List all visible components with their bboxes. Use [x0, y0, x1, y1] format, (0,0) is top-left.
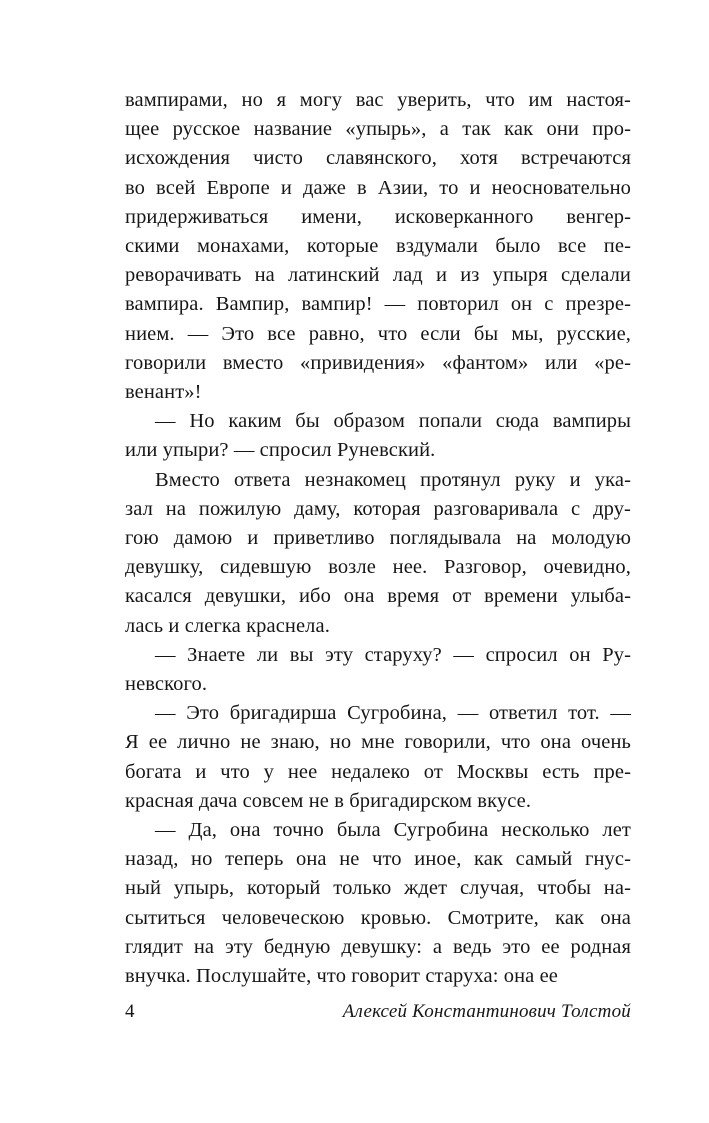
text-line: — Но каким бы образом попали сюда вампиры [155, 410, 631, 433]
text-line: или упыри? — спросил Руневский. [125, 439, 436, 462]
text-line: — Да, она точно была Сугробина несколько лет [155, 819, 631, 842]
paragraph [125, 699, 631, 816]
text-line: — Это бригадирша Сугробина, — ответил тот. — [155, 702, 631, 725]
text-line: красная дача совсем не в бригадирском вкусе. [125, 789, 532, 812]
paragraph [125, 816, 631, 991]
text-line: вампира. Вампир, вампир! — повторил он с презре- [125, 293, 631, 316]
text-line: внучка. Послушайте, что говорит старуха: она ее [125, 965, 559, 988]
text-line: щее русское название «упырь», а так как они про- [125, 118, 631, 141]
text-line: касался девушки, ибо она время от времени улыба- [125, 585, 631, 608]
text-line: реворачивать на латинский лад и из упыря сделали [125, 264, 631, 287]
text-line: во всей Европе и даже в Азии, то и неосновательно [125, 176, 631, 199]
text-line: сытиться человеческою кровью. Смотрите, как она [125, 906, 631, 929]
text-line: глядит на эту бедную девушку: а ведь это ее родная [125, 935, 631, 958]
paragraph [125, 407, 631, 465]
text-line: гою дамою и приветливо поглядывала на молодую [125, 527, 631, 550]
text-line: говорили вместо «привидения» «фантом» или «ре- [125, 351, 631, 374]
text-line: придерживаться имени, исковерканного венгер- [125, 205, 631, 228]
page-text [125, 86, 631, 991]
text-line: богата и что у нее недалеко от Москвы есть пре- [125, 760, 631, 783]
page-footer [125, 1001, 631, 1023]
text-line: назад, но теперь она не что иное, как самый гнус- [125, 848, 631, 871]
text-line: ный упырь, который только ждет случая, чтобы на- [125, 877, 631, 900]
text-line: венант»! [125, 381, 202, 404]
paragraph [125, 466, 631, 641]
text-line: Вместо ответа незнакомец протянул руку и ука- [155, 468, 631, 491]
text-line: невского. [125, 673, 208, 696]
text-line: зал на пожилую даму, которая разговаривала с дру- [125, 497, 631, 520]
paragraph [125, 641, 631, 699]
page-number: 4 [125, 1001, 135, 1022]
text-line: исхождения чисто славянского, хотя встречаются [125, 147, 631, 170]
text-line: — Знаете ли вы эту старуху? — спросил он Ру- [155, 643, 631, 666]
text-line: скими монахами, которые вздумали было все пе- [125, 235, 631, 258]
footer-author: Алексей Константинович Толстой [342, 1001, 631, 1022]
text-line: Я ее лично не знаю, но мне говорили, что она очень [125, 731, 631, 754]
paragraph [125, 86, 631, 407]
text-line: лась и слегка краснела. [125, 614, 330, 637]
text-line: вампирами, но я могу вас уверить, что им настоя- [125, 89, 631, 111]
text-line: девушку, сидевшую возле нее. Разговор, очевидно, [125, 556, 631, 579]
text-line: нием. — Это все равно, что если бы мы, русские, [125, 322, 631, 345]
